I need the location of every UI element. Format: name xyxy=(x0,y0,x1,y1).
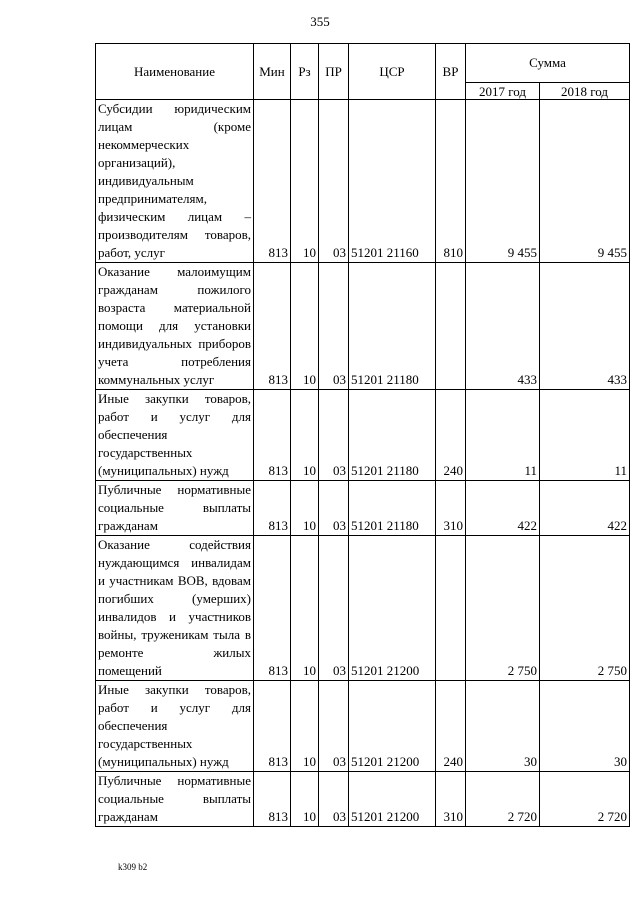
cell-csr: 51201 21200 xyxy=(349,536,436,681)
cell-sum-2018: 11 xyxy=(540,390,630,481)
cell-rz: 10 xyxy=(291,481,319,536)
cell-sum-2017: 422 xyxy=(466,481,540,536)
cell-sum-2017: 9 455 xyxy=(466,100,540,263)
page-number: 355 xyxy=(310,14,330,29)
cell-min: 813 xyxy=(254,263,291,390)
cell-csr: 51201 21160 xyxy=(349,100,436,263)
cell-sum-2018: 30 xyxy=(540,681,630,772)
table-row xyxy=(96,263,630,390)
cell-csr: 51201 21200 xyxy=(349,772,436,827)
cell-csr: 51201 21180 xyxy=(349,481,436,536)
footer-code: k309 b2 xyxy=(118,862,148,872)
cell-sum-2017: 2 750 xyxy=(466,536,540,681)
cell-pr: 03 xyxy=(319,390,349,481)
cell-sum-2018: 9 455 xyxy=(540,100,630,263)
cell-vr: 240 xyxy=(436,681,466,772)
cell-pr: 03 xyxy=(319,481,349,536)
cell-sum-2018: 422 xyxy=(540,481,630,536)
cell-min: 813 xyxy=(254,536,291,681)
cell-sum-2018: 433 xyxy=(540,263,630,390)
header-sum: Сумма xyxy=(466,44,630,83)
cell-rz: 10 xyxy=(291,681,319,772)
table-row xyxy=(96,100,630,263)
budget-table xyxy=(95,43,630,827)
cell-vr: 310 xyxy=(436,772,466,827)
cell-sum-2017: 11 xyxy=(466,390,540,481)
cell-pr: 03 xyxy=(319,100,349,263)
cell-csr: 51201 21200 xyxy=(349,681,436,772)
cell-min: 813 xyxy=(254,681,291,772)
cell-rz: 10 xyxy=(291,263,319,390)
header-pr: ПР xyxy=(319,44,349,100)
header-vr: ВР xyxy=(436,44,466,100)
table-row xyxy=(96,681,630,772)
cell-rz: 10 xyxy=(291,100,319,263)
cell-pr: 03 xyxy=(319,681,349,772)
cell-name: Иные закупки товаров, работ и услуг для обеспечения государственных (муниципальных) нужд xyxy=(96,390,254,481)
cell-rz: 10 xyxy=(291,536,319,681)
cell-name: Публичные нормативные социальные выплаты гражданам xyxy=(96,481,254,536)
cell-name: Иные закупки товаров, работ и услуг для обеспечения государственных (муниципальных) нужд xyxy=(96,681,254,772)
cell-sum-2018: 2 720 xyxy=(540,772,630,827)
header-min: Мин xyxy=(254,44,291,100)
header-name: Наименование xyxy=(96,44,254,100)
cell-vr: 240 xyxy=(436,390,466,481)
cell-pr: 03 xyxy=(319,263,349,390)
cell-csr: 51201 21180 xyxy=(349,263,436,390)
cell-rz: 10 xyxy=(291,390,319,481)
header-year-2017: 2017 год xyxy=(466,83,540,100)
cell-name: Оказание содействия нуждающимся инвалидам и участникам ВОВ, вдовам погибших (умерших) инвалидов и участников войны, труженикам тыла в ремонте жилых помещений xyxy=(96,536,254,681)
cell-sum-2017: 2 720 xyxy=(466,772,540,827)
cell-name: Оказание малоимущим гражданам пожилого возраста материальной помощи для установки индивидуальных приборов учета потребления коммунальных услуг xyxy=(96,263,254,390)
table-row xyxy=(96,481,630,536)
cell-min: 813 xyxy=(254,100,291,263)
cell-pr: 03 xyxy=(319,772,349,827)
cell-name: Публичные нормативные социальные выплаты гражданам xyxy=(96,772,254,827)
cell-vr: 810 xyxy=(436,100,466,263)
cell-min: 813 xyxy=(254,481,291,536)
cell-vr xyxy=(436,536,466,681)
table-row xyxy=(96,390,630,481)
header-csr: ЦСР xyxy=(349,44,436,100)
cell-sum-2017: 433 xyxy=(466,263,540,390)
cell-vr: 310 xyxy=(436,481,466,536)
table-body xyxy=(96,100,630,827)
cell-vr xyxy=(436,263,466,390)
table-row xyxy=(96,772,630,827)
cell-sum-2018: 2 750 xyxy=(540,536,630,681)
cell-min: 813 xyxy=(254,390,291,481)
cell-sum-2017: 30 xyxy=(466,681,540,772)
cell-rz: 10 xyxy=(291,772,319,827)
cell-min: 813 xyxy=(254,772,291,827)
header-rz: Рз xyxy=(291,44,319,100)
header-year-2018: 2018 год xyxy=(540,83,630,100)
table-row xyxy=(96,536,630,681)
cell-name: Субсидии юридическим лицам (кроме некоммерческих организаций), индивидуальным предпринимателям, физическим лицам – производителям товаров, работ, услуг xyxy=(96,100,254,263)
cell-csr: 51201 21180 xyxy=(349,390,436,481)
cell-pr: 03 xyxy=(319,536,349,681)
table-header xyxy=(96,44,630,100)
